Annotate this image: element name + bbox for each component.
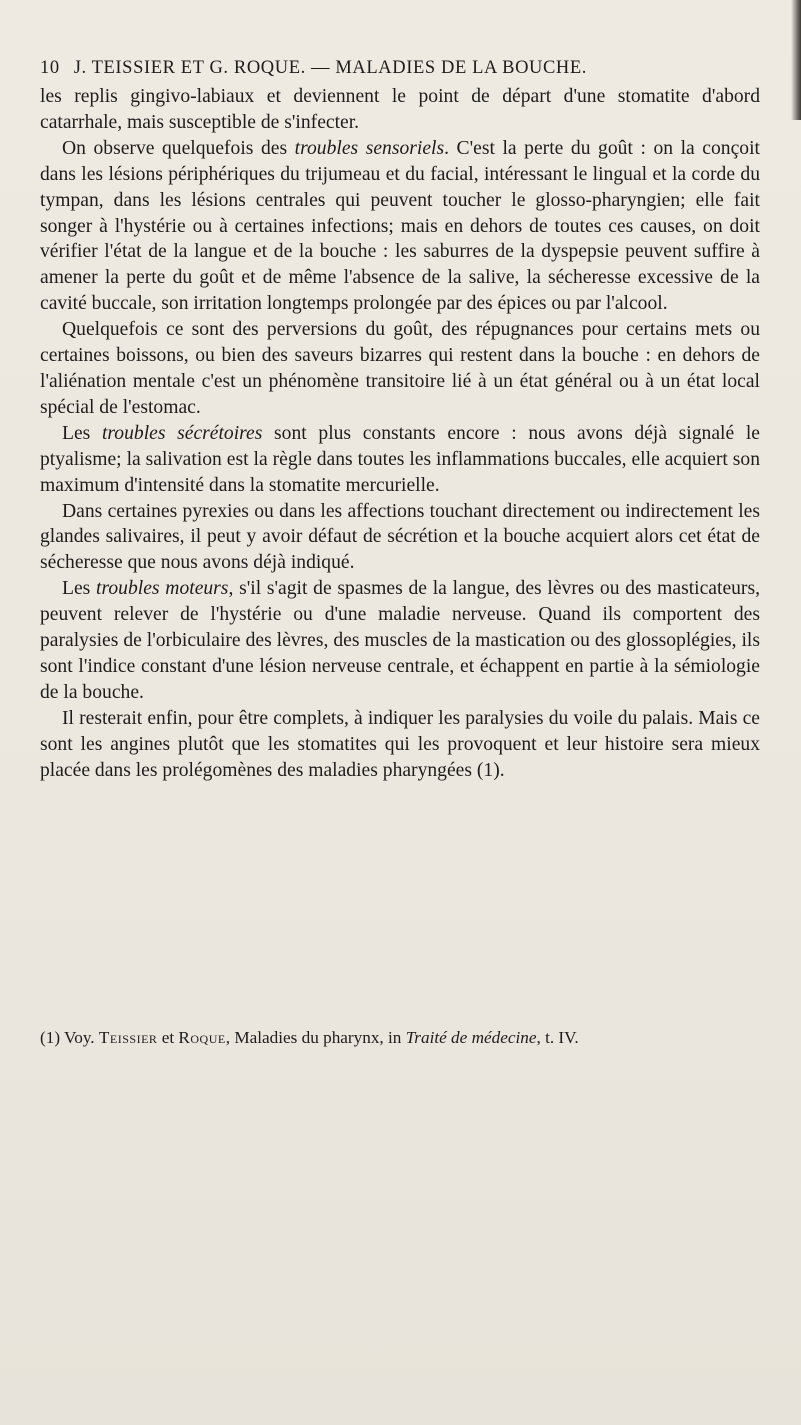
text-run: les replis gingivo-labiaux et deviennent le point de départ d'une stomatite d'abord catarrhale, mais susceptible de s'infecter. (40, 86, 760, 133)
italic-term: troubles sécrétoires (101, 422, 263, 444)
paragraph (40, 136, 760, 317)
text-run: Il resterait enfin, pour être complets, à indiquer les paralysies du voile du palais. Mais ce sont les angines plutôt que les stomatites qui les provoquent et leur histoire sera mieux placée dans les prolégomènes des maladies pharyngées (1). (40, 707, 760, 781)
footnote-work-title: , Maladies du pharynx, in (225, 1028, 406, 1047)
paragraph (40, 706, 760, 784)
footnote (40, 1027, 760, 1049)
text-run: sont plus constants encore : nous avons déjà signalé le ptyalisme; la salivation est la règle dans toutes les inflammations buccales, elle acquiert son maximum d'intensité dans la stomatite mercurielle. (40, 422, 760, 496)
text-run: Les (62, 578, 97, 600)
italic-term: troubles sensoriels (294, 137, 445, 159)
text-run: Les (62, 422, 102, 444)
running-title: J. TEISSIER ET G. ROQUE. — MALADIES DE LA BOUCHE. (73, 58, 588, 78)
page-number: 10 (40, 58, 60, 78)
text-run: On observe quelquefois des (62, 137, 295, 159)
paragraph (40, 499, 760, 577)
footnote-volume: , t. IV. (536, 1028, 579, 1047)
running-head (40, 58, 770, 79)
body-text (40, 84, 760, 783)
footnote-author-roque: Roque (178, 1028, 226, 1047)
paragraph (40, 317, 760, 421)
footnote-lead: Voy. (64, 1028, 95, 1047)
text-run: Quelquefois ce sont des perversions du goût, des répugnances pour certains mets ou certaines boissons, ou bien des saveurs bizarres qui restent dans la bouche : en dehors de l'aliénation mentale c'est un phénomène transitoire lié à un état général ou à un état local spécial de l'estomac. (40, 319, 760, 418)
footnote-author-teissier: Teissier (98, 1028, 158, 1047)
footnote-marker: (1) (40, 1028, 61, 1047)
footnote-conjunction: et (161, 1028, 175, 1047)
paragraph (40, 576, 760, 706)
italic-term: troubles moteurs (96, 578, 229, 600)
page-edge-shadow (791, 0, 801, 120)
text-run: , s'il s'agit de spasmes de la langue, des lèvres ou des masticateurs, peuvent relever de l'hystérie ou d'une maladie nerveuse. Quand ils comportent des paralysies de l'orbiculaire des lèvres, des muscles de la mastication ou des glossoplégies, ils sont l'indice constant d'une lésion nerveuse centrale, et échappent en partie à la sémiologie de la bouche. (40, 578, 760, 703)
text-run: Dans certaines pyrexies ou dans les affections touchant directement ou indirectement les glandes salivaires, il peut y avoir défaut de sécrétion et la bouche acquiert alors cet état de sécheresse que nous avons déjà indiqué. (40, 500, 760, 574)
paragraph (40, 421, 760, 499)
paragraph (40, 84, 760, 136)
text-run: . C'est la perte du goût : on la conçoit dans les lésions périphériques du trijumeau et du facial, intéressant le lingual et la corde du tympan, dans les lésions centrales qui peuvent toucher le glosso-pharyngien; elle fait songer à l'hystérie ou à certaines infections; mais en dehors de toutes ces causes, on doit vérifier l'état de la langue et de la bouche : les saburres de la dyspepsie peuvent suffire à amener la perte du goût et de même l'absence de la salive, la sécheresse excessive de la cavité buccale, son irritation longtemps prolongée par des épices ou par l'alcool. (40, 137, 760, 315)
footnote-source: Traité de médecine (405, 1028, 537, 1047)
